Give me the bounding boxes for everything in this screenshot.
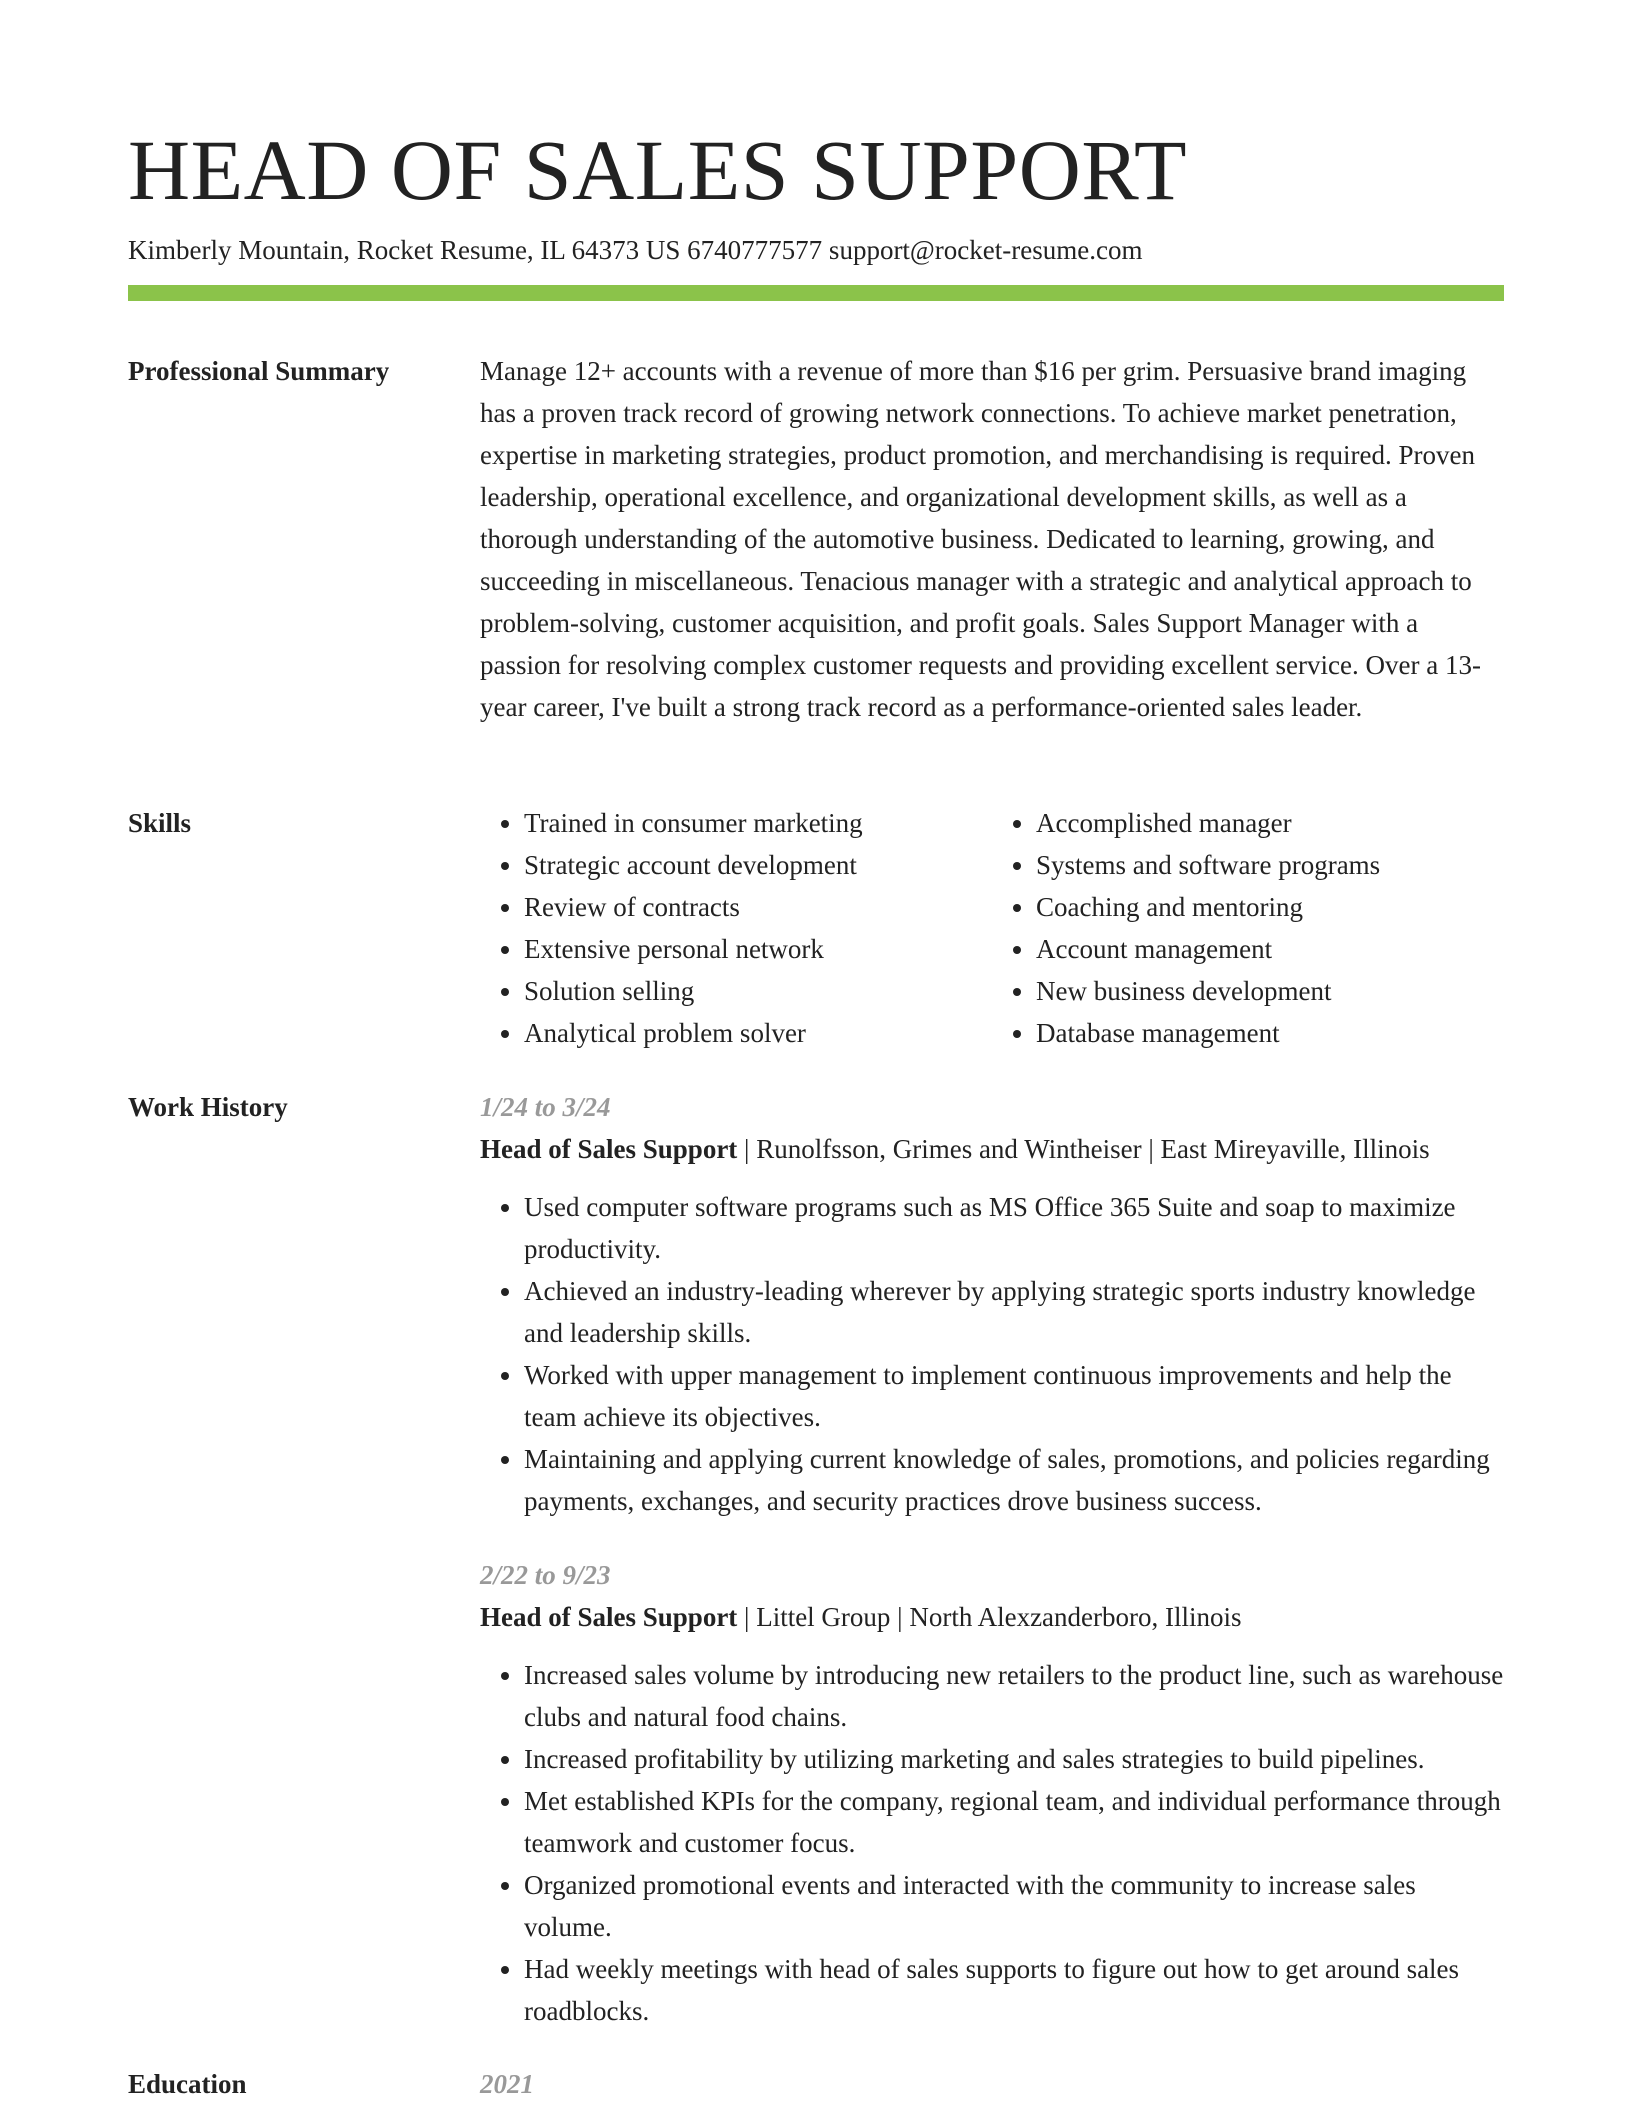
job-date: 1/24 to 3/24 [480,1092,611,1122]
skills-list-right [992,802,1504,1054]
job-bullet: • Used computer software programs such as MS Office 365 Suite and soap to maximize productivity. [524,1186,1504,1270]
skill-item: • New business development [1036,970,1504,1012]
job-bullets [480,1186,1504,1522]
contact-info: Kimberly Mountain, Rocket Resume, IL 64373 US 6740777577 support@rocket-resume.com [128,235,1143,265]
job-bullet: • Increased sales volume by introducing new retailers to the product line, such as warehouse clubs and natural food chains. [524,1654,1504,1738]
job-entry [480,1554,1504,2032]
skill-item: • Database management [1036,1012,1504,1054]
accent-divider [128,285,1504,301]
resume-title: HEAD OF SALES SUPPORT [128,122,1188,218]
skill-item: • Coaching and mentoring [1036,886,1504,928]
job-bullet: • Maintaining and applying current knowledge of sales, promotions, and policies regarding payments, exchanges, and security practices drove business success. [524,1438,1504,1522]
skill-item: • Systems and software programs [1036,844,1504,886]
section-label-summary: Professional Summary [128,356,390,386]
skill-item: • Analytical problem solver [524,1012,992,1054]
skill-item: • Strategic account development [524,844,992,886]
skill-item: • Solution selling [524,970,992,1012]
skill-item: • Extensive personal network [524,928,992,970]
job-bullets [480,1654,1504,2032]
summary-text: Manage 12+ accounts with a revenue of more than $16 per grim. Persuasive brand imaging has a proven track record of growing network connections. To achieve market penetration, expertise in marketing strategies, product promotion, and merchandising is required. Proven leadership, operational excellence, and organizational development skills, as well as a thorough understanding of the automotive business. Dedicated to learning, growing, and succeeding in miscellaneous. Tenacious manager with a strategic and analytical approach to problem-solving, customer acquisition, and profit goals. Sales Support Manager with a passion for resolving complex customer requests and providing excellent service. Over a 13-year career, I've built a strong track record as a performance-oriented sales leader. [480,356,1481,722]
section-label-work-history: Work History [128,1092,288,1122]
job-heading [480,1596,1504,1638]
job-bullet: • Met established KPIs for the company, regional team, and individual performance through teamwork and customer focus. [524,1780,1504,1864]
job-heading [480,1128,1504,1170]
skill-item: • Review of contracts [524,886,992,928]
job-date: 2/22 to 9/23 [480,1560,611,1590]
job-bullet: • Had weekly meetings with head of sales supports to figure out how to get around sales roadblocks. [524,1948,1504,2032]
job-bullet: • Achieved an industry-leading wherever by applying strategic sports industry knowledge and leadership skills. [524,1270,1504,1354]
job-bullet: • Organized promotional events and interacted with the community to increase sales volume. [524,1864,1504,1948]
job-company-location: | Littel Group | North Alexzanderboro, Illinois [737,1602,1242,1632]
job-bullet: • Worked with upper management to implement continuous improvements and help the team achieve its objectives. [524,1354,1504,1438]
job-title: Head of Sales Support [480,1134,738,1164]
skills-list-left [480,802,992,1054]
job-company-location: | Runolfsson, Grimes and Wintheiser | East Mireyaville, Illinois [737,1134,1430,1164]
education-date: 2021 [480,2069,534,2099]
section-label-skills: Skills [128,808,192,838]
job-bullet: • Increased profitability by utilizing marketing and sales strategies to build pipelines. [524,1738,1504,1780]
section-label-education: Education [128,2069,247,2099]
skill-item: • Account management [1036,928,1504,970]
skill-item: • Accomplished manager [1036,802,1504,844]
skill-item: • Trained in consumer marketing [524,802,992,844]
job-entry [480,1086,1504,1522]
job-title: Head of Sales Support [480,1602,738,1632]
